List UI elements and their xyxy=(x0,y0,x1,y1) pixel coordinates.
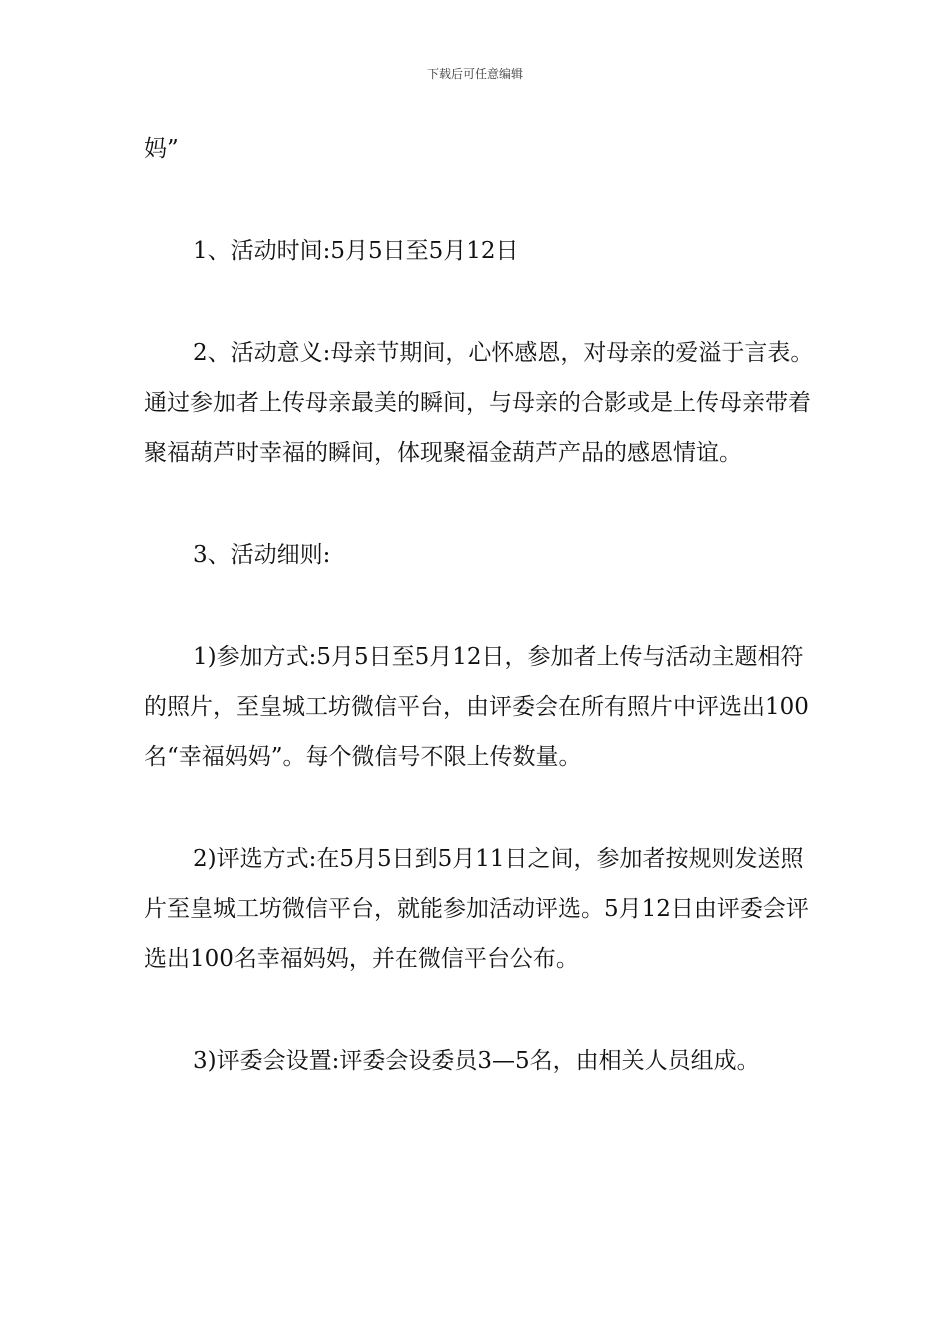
paragraph-gap xyxy=(144,478,819,530)
document-body xyxy=(144,124,819,1086)
paragraph-activity-time: 1、活动时间:5月5日至5月12日 xyxy=(193,238,519,264)
paragraph-gap xyxy=(144,276,819,328)
paragraph-participation-method: 1)参加方式:5月5日至5月12日，参加者上传与活动主题相符的照片，至皇城工坊微信平台，由评委会在所有照片中评选出100名“幸福妈妈”。每个微信号不限上传数量。 xyxy=(144,644,809,770)
paragraph-gap xyxy=(144,984,819,1036)
paragraph-jury-setup: 3)评委会设置:评委会设委员3—5名，由相关人员组成。 xyxy=(193,1048,760,1074)
paragraph-gap xyxy=(144,782,819,834)
paragraph-activity-meaning: 2、活动意义:母亲节期间，心怀感恩，对母亲的爱溢于言表。通过参加者上传母亲最美的瞬间，与母亲的合影或是上传母亲带着聚福葫芦时幸福的瞬间，体现聚福金葫芦产品的感恩情谊。 xyxy=(144,340,814,466)
paragraph-selection-method: 2)评选方式:在5月5日到5月11日之间，参加者按规则发送照片至皇城工坊微信平台，就能参加活动评选。5月12日由评委会评选出100名幸福妈妈，并在微信平台公布。 xyxy=(144,846,809,972)
paragraph-gap xyxy=(144,174,819,226)
paragraph-continuation: 妈” xyxy=(144,136,179,162)
paragraph-activity-rules-heading: 3、活动细则: xyxy=(193,542,331,568)
page-header: 下载后可任意编辑 xyxy=(426,67,523,81)
paragraph-gap xyxy=(144,580,819,632)
